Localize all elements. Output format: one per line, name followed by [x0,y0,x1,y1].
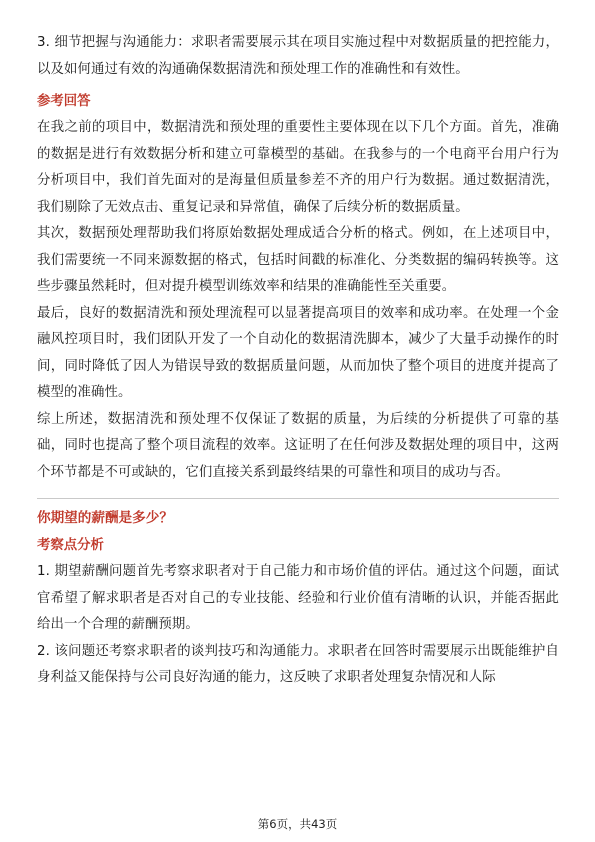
question-point-1: 1. 期望薪酬问题首先考察求职者对于自己能力和市场价值的评估。通过这个问题，面试官希望了解求职者是否对自己的专业技能、经验和行业价值有清晰的认识，并能否据此给出一个合理的薪酬预期。 [37,564,559,632]
question-title: 你期望的薪酬是多少？ [37,510,173,526]
answer-paragraph-3: 最后，良好的数据清洗和预处理流程可以显著提高项目的效率和成功率。在处理一个金融风控项目时，我们团队开发了一个自动化的数据清洗脚本，减少了大量手动操作的时间，同时降低了因人为错误导致的数据质量问题，从而加快了整个项目的进度并提高了模型的准确性。 [37,305,559,400]
question-point-2: 2. 该问题还考察求职者的谈判技巧和沟通能力。求职者在回答时需要展示出既能维护自身利益又能保持与公司良好沟通的能力，这反映了求职者处理复杂情况和人际 [37,643,559,685]
answer-paragraph-1: 在我之前的项目中，数据清洗和预处理的重要性主要体现在以下几个方面。首先，准确的数据是进行有效数据分析和建立可靠模型的基础。在我参与的一个电商平台用户行为分析项目中，我们首先面对的是海量但质量参差不齐的用户行为数据。通过数据清洗，我们剔除了无效点击、重复记录和异常值，确保了后续分析的数据质量。 [37,120,559,215]
analysis-point-3: 3. 细节把握与沟通能力：求职者需要展示其在项目实施过程中对数据质量的把控能力，以及如何通过有效的沟通确保数据清洗和预处理工作的准确性和有效性。 [37,35,559,77]
answer-paragraph-2: 其次，数据预处理帮助我们将原始数据处理成适合分析的格式。例如，在上述项目中，我们需要统一不同来源数据的格式，包括时间戳的标准化、分类数据的编码转换等。这些步骤虽然耗时，但对提升模型训练效率和结果的准确能性至关重要。 [37,226,559,294]
answer-paragraph-4: 综上所述，数据清洗和预处理不仅保证了数据的质量，为后续的分析提供了可靠的基础，同时也提高了整个项目流程的效率。这证明了在任何涉及数据处理的项目中，这两个环节都是不可或缺的，它们直接关系到最终结果的可靠性和项目的成功与否。 [37,411,559,480]
page-number: 第6页，共43页 [257,817,338,831]
section-divider [37,498,559,499]
reference-answer-heading: 参考回答 [37,94,91,109]
document-page [37,30,559,692]
analysis-heading: 考察点分析 [37,538,104,553]
